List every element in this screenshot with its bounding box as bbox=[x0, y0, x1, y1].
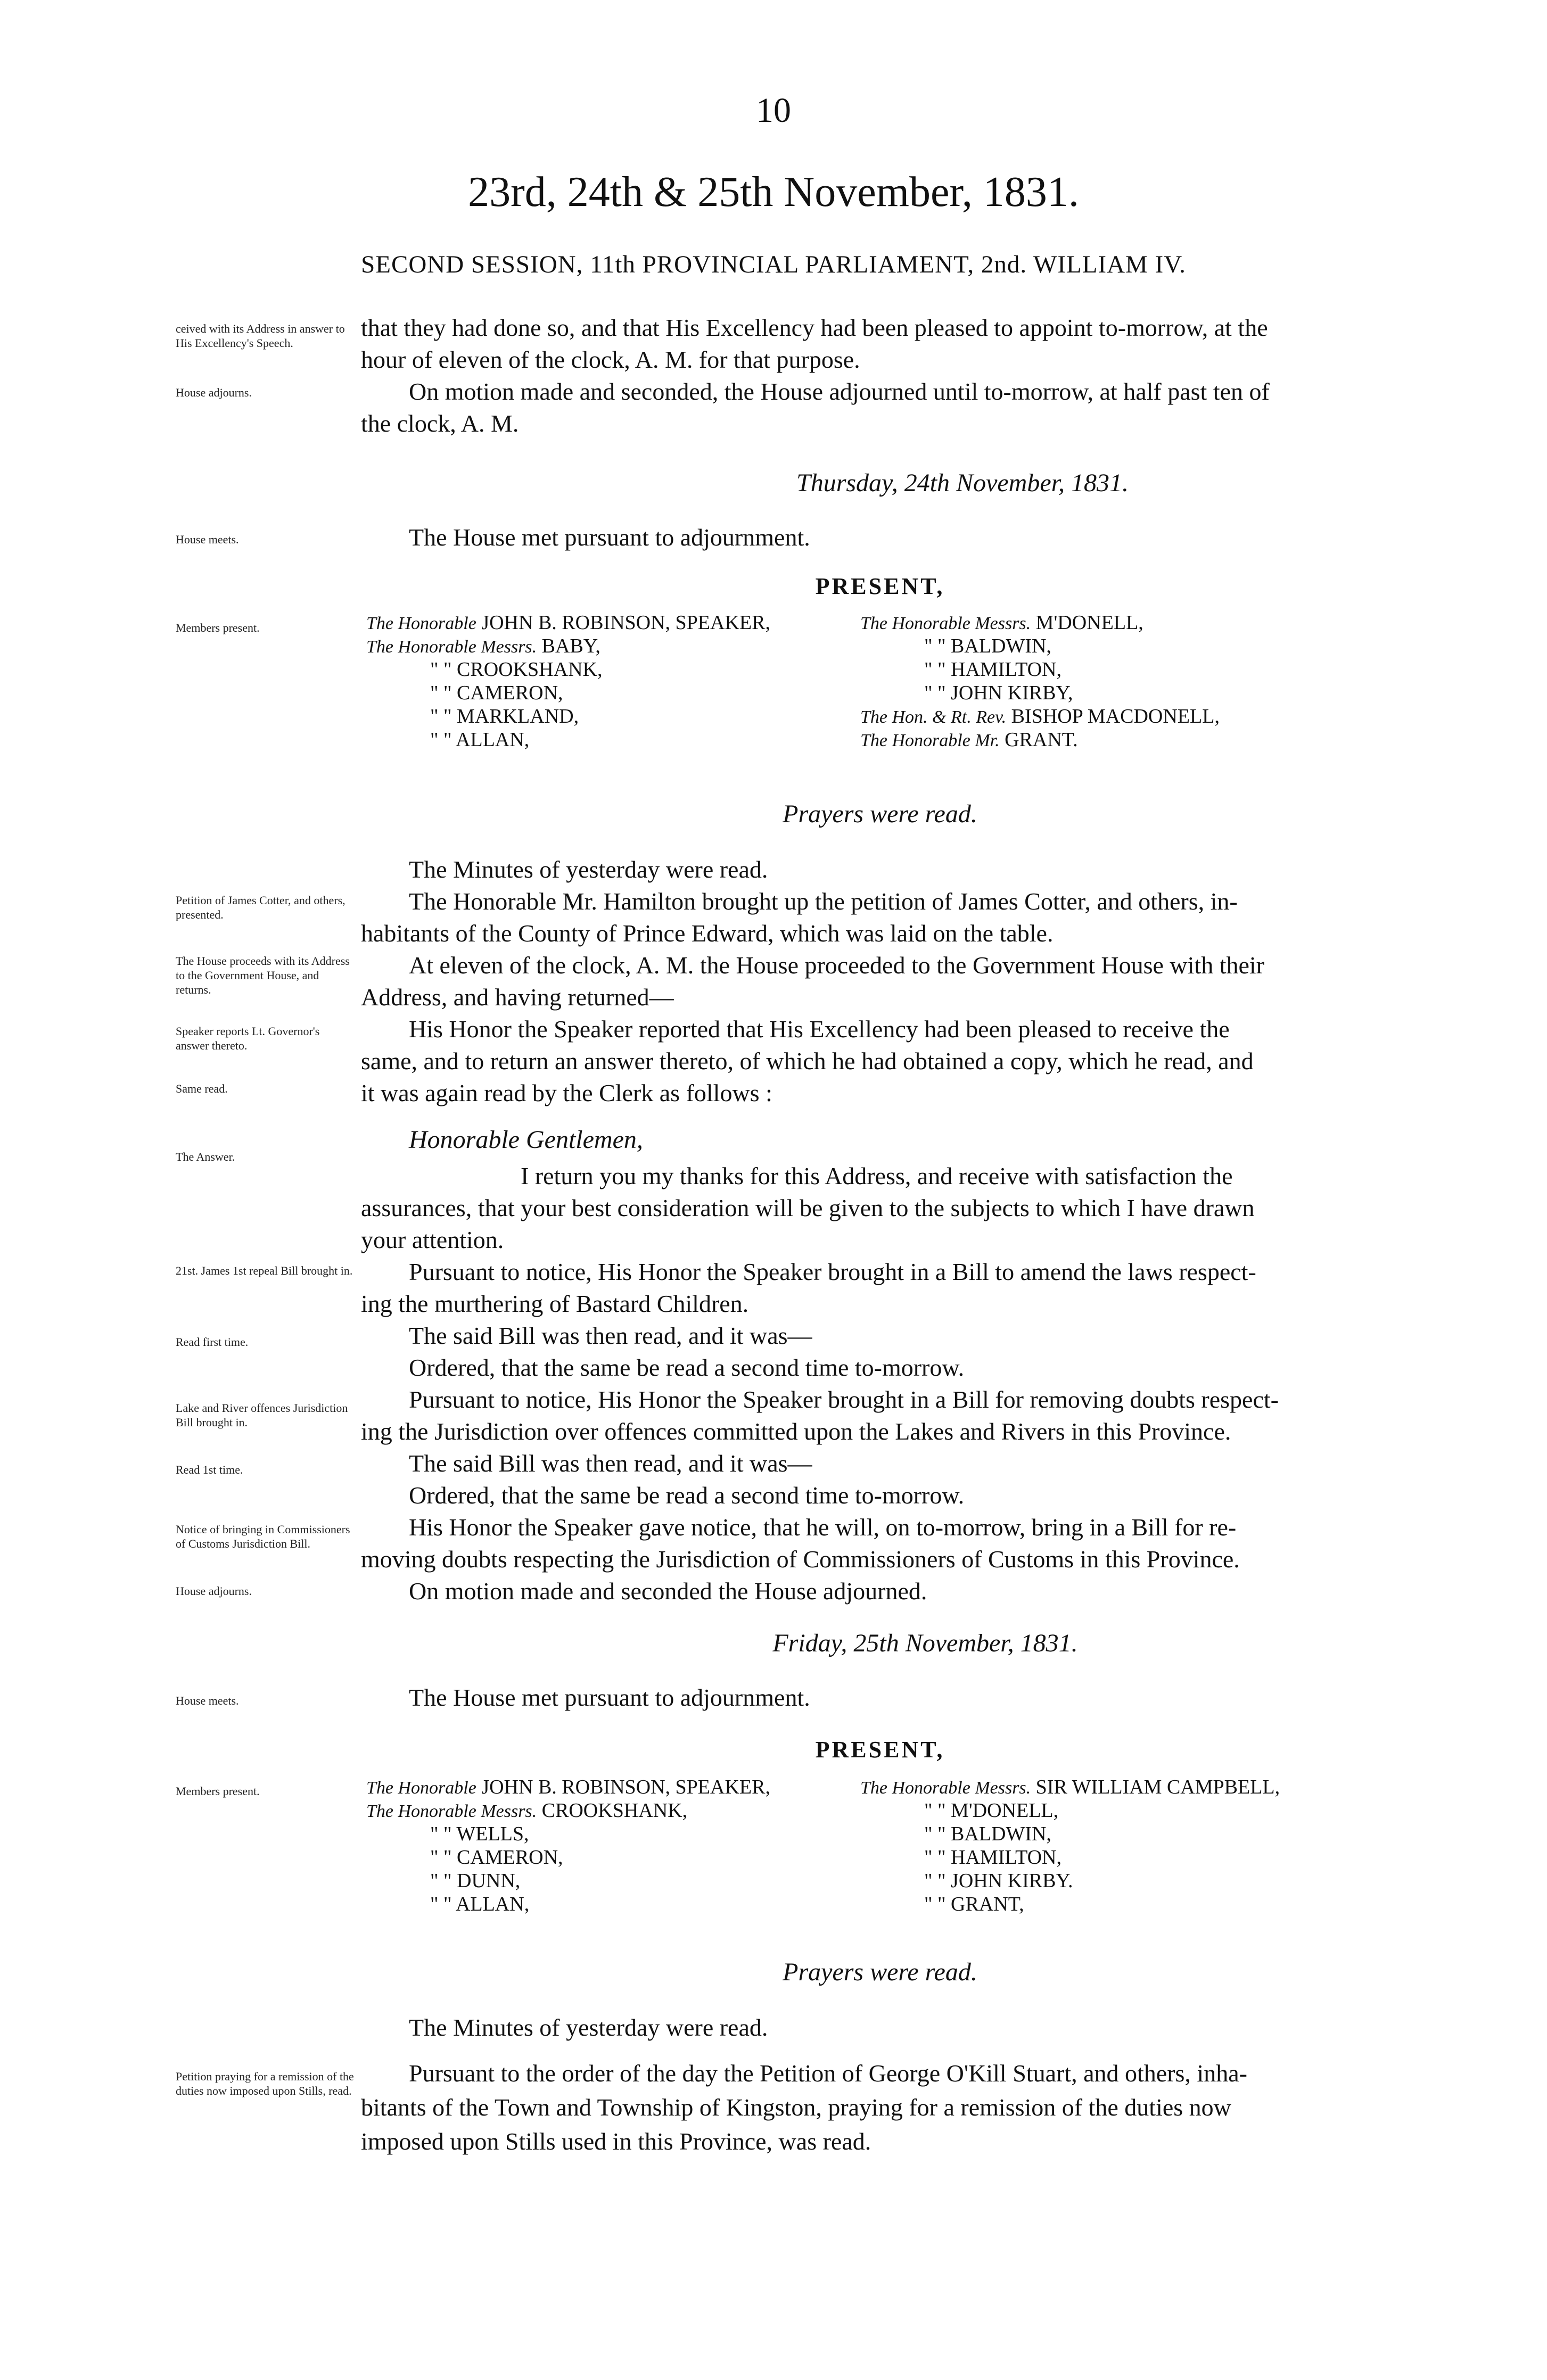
body-line: assurances, that your best consideration will be given to the subjects to which I have drawn bbox=[361, 1194, 1255, 1221]
ditto-mark: " " bbox=[924, 1846, 946, 1869]
member-name: WELLS, bbox=[456, 1823, 529, 1845]
ditto-mark: " " bbox=[430, 729, 452, 751]
margin-note: House meets. bbox=[176, 533, 239, 546]
body-line: The House met pursuant to adjournment. bbox=[409, 1684, 810, 1711]
member-name: HAMILTON, bbox=[951, 658, 1061, 681]
ditto-mark: " " bbox=[430, 682, 452, 704]
date-heading: Thursday, 24th November, 1831. bbox=[796, 469, 1129, 497]
present-heading: PRESENT, bbox=[815, 573, 945, 599]
margin-note: Petition of James Cotter, and others, presented. bbox=[176, 894, 345, 921]
member-name: M'DONELL, bbox=[1035, 611, 1143, 634]
member-name: GRANT. bbox=[1005, 729, 1078, 751]
member-prefix: The Honorable bbox=[366, 1778, 476, 1798]
member-name: CAMERON, bbox=[457, 682, 563, 704]
margin-note: Read 1st time. bbox=[176, 1463, 243, 1476]
ditto-mark: " " bbox=[430, 705, 452, 728]
body-line: The said Bill was then read, and it was— bbox=[409, 1450, 812, 1477]
body-line: Pursuant to notice, His Honor the Speaker brought in a Bill to amend the laws respect- bbox=[409, 1258, 1256, 1285]
member-prefix: The Honorable Messrs. bbox=[860, 614, 1031, 633]
margin-note: The House proceeds with its Address to the Government House, and returns. bbox=[176, 954, 350, 996]
page-number: 10 bbox=[756, 91, 791, 130]
session-heading: SECOND SESSION, 11th PROVINCIAL PARLIAMENT, 2nd. WILLIAM IV. bbox=[361, 251, 1186, 278]
body-line: same, and to return an answer thereto, of which he had obtained a copy, which he read, and bbox=[361, 1047, 1254, 1075]
body-line: At eleven of the clock, A. M. the House proceeded to the Government House with their bbox=[409, 952, 1264, 979]
member-name: JOHN B. ROBINSON, SPEAKER, bbox=[481, 1776, 770, 1798]
member-prefix: The Honorable Messrs. bbox=[860, 1778, 1031, 1798]
body-line: it was again read by the Clerk as follows : bbox=[361, 1079, 772, 1106]
ditto-mark: " " bbox=[924, 635, 946, 657]
member-name: SIR WILLIAM CAMPBELL, bbox=[1035, 1776, 1280, 1798]
body-line: I return you my thanks for this Address, and receive with satisfaction the bbox=[521, 1162, 1233, 1189]
members-right-thu bbox=[860, 611, 1382, 751]
body-line: The Minutes of yesterday were read. bbox=[409, 856, 768, 883]
ditto-mark: " " bbox=[924, 658, 946, 681]
ditto-mark: " " bbox=[924, 682, 946, 704]
member-name: ALLAN, bbox=[455, 729, 530, 751]
ditto-mark: " " bbox=[430, 1893, 452, 1915]
member-name: CROOKSHANK, bbox=[457, 658, 603, 681]
margin-note: Members present. bbox=[176, 1784, 260, 1798]
member-name: JOHN KIRBY. bbox=[951, 1870, 1073, 1892]
member-name: CROOKSHANK, bbox=[541, 1799, 688, 1822]
ditto-mark: " " bbox=[924, 1823, 946, 1845]
body-line: habitants of the County of Prince Edward, which was laid on the table. bbox=[361, 920, 1054, 947]
body-line: His Honor the Speaker gave notice, that he will, on to-morrow, bring in a Bill for re- bbox=[409, 1514, 1237, 1541]
members-right-fri bbox=[860, 1775, 1382, 1916]
member-name: DUNN, bbox=[457, 1870, 521, 1892]
body-line: The Honorable Mr. Hamilton brought up the petition of James Cotter, and others, in- bbox=[409, 888, 1238, 915]
ditto-mark: " " bbox=[924, 1893, 946, 1915]
member-name: BABY, bbox=[541, 635, 600, 657]
member-prefix: The Honorable Messrs. bbox=[366, 1801, 537, 1821]
margin-note: Same read. bbox=[176, 1082, 228, 1095]
margin-note: Speaker reports Lt. Governor's answer thereto. bbox=[176, 1024, 320, 1052]
member-name: BALDWIN, bbox=[951, 1823, 1051, 1845]
member-prefix: The Honorable Messrs. bbox=[366, 637, 537, 657]
salutation: Honorable Gentlemen, bbox=[409, 1126, 643, 1154]
margin-note: 21st. James 1st repeal Bill brought in. bbox=[176, 1264, 353, 1277]
body-line: ing the murthering of Bastard Children. bbox=[361, 1290, 749, 1317]
member-name: GRANT, bbox=[951, 1893, 1024, 1915]
body-line: imposed upon Stills used in this Province, was read. bbox=[361, 2128, 871, 2155]
member-name: HAMILTON, bbox=[951, 1846, 1061, 1869]
margin-note: Members present. bbox=[176, 621, 260, 634]
present-heading: PRESENT, bbox=[815, 1737, 945, 1763]
ditto-mark: " " bbox=[924, 1799, 946, 1822]
body-line: that they had done so, and that His Excellency had been pleased to appoint to-morrow, at the bbox=[361, 314, 1268, 341]
member-name: BISHOP MACDONELL, bbox=[1011, 705, 1220, 728]
ditto-mark: " " bbox=[430, 1870, 452, 1892]
member-name: CAMERON, bbox=[457, 1846, 563, 1869]
body-line: The House met pursuant to adjournment. bbox=[409, 524, 810, 551]
margin-note: Notice of bringing in Commissioners of Customs Jurisdiction Bill. bbox=[176, 1523, 350, 1550]
margin-note: Lake and River offences Jurisdiction Bill brought in. bbox=[176, 1401, 348, 1429]
body-line: your attention. bbox=[361, 1226, 504, 1253]
margin-note: The Answer. bbox=[176, 1150, 235, 1163]
body-line: Ordered, that the same be read a second time to-morrow. bbox=[409, 1482, 965, 1509]
body-line: On motion made and seconded the House adjourned. bbox=[409, 1577, 927, 1605]
margin-note: Petition praying for a remission of the duties now imposed upon Stills, read. bbox=[176, 2070, 354, 2097]
body-line: The said Bill was then read, and it was— bbox=[409, 1322, 812, 1349]
body-line: moving doubts respecting the Jurisdiction of Commissioners of Customs in this Province. bbox=[361, 1546, 1240, 1573]
body-line: Ordered, that the same be read a second time to-morrow. bbox=[409, 1354, 965, 1381]
body-line: bitants of the Town and Township of Kingston, praying for a remission of the duties now bbox=[361, 2094, 1231, 2121]
member-name: ALLAN, bbox=[455, 1893, 530, 1915]
member-name: M'DONELL, bbox=[951, 1799, 1059, 1822]
ditto-mark: " " bbox=[430, 1823, 452, 1845]
body-line: His Honor the Speaker reported that His Excellency had been pleased to receive the bbox=[409, 1015, 1230, 1043]
page-title: 23rd, 24th & 25th November, 1831. bbox=[468, 169, 1079, 216]
body-line: Pursuant to the order of the day the Petition of George O'Kill Stuart, and others, inha- bbox=[409, 2060, 1247, 2087]
ditto-mark: " " bbox=[924, 1870, 946, 1892]
member-name: JOHN B. ROBINSON, SPEAKER, bbox=[481, 611, 770, 634]
ditto-mark: " " bbox=[430, 658, 452, 681]
body-line: Pursuant to notice, His Honor the Speaker brought in a Bill for removing doubts respect- bbox=[409, 1386, 1279, 1413]
member-name: MARKLAND, bbox=[457, 705, 579, 728]
ditto-mark: " " bbox=[430, 1846, 452, 1869]
body-line: ing the Jurisdiction over offences committed upon the Lakes and Rivers in this Province. bbox=[361, 1418, 1231, 1445]
body-line: The Minutes of yesterday were read. bbox=[409, 2014, 768, 2041]
date-heading: Friday, 25th November, 1831. bbox=[772, 1629, 1078, 1657]
body-line: hour of eleven of the clock, A. M. for that purpose. bbox=[361, 346, 860, 373]
member-prefix: The Honorable Mr. bbox=[860, 731, 1000, 750]
margin-note: House adjourns. bbox=[176, 1584, 252, 1598]
margin-note: House adjourns. bbox=[176, 386, 252, 399]
body-line: On motion made and seconded, the House adjourned until to-morrow, at half past ten of bbox=[409, 378, 1270, 405]
margin-note: House meets. bbox=[176, 1694, 239, 1707]
member-prefix: The Hon. & Rt. Rev. bbox=[860, 707, 1007, 727]
prayers-line: Prayers were read. bbox=[783, 800, 977, 828]
members-left-thu bbox=[366, 611, 856, 751]
member-name: JOHN KIRBY, bbox=[951, 682, 1073, 704]
body-line: the clock, A. M. bbox=[361, 410, 519, 437]
body-line: Address, and having returned— bbox=[361, 984, 674, 1011]
member-prefix: The Honorable bbox=[366, 614, 476, 633]
members-left-fri bbox=[366, 1775, 856, 1916]
margin-note: ceived with its Address in answer to His Excellency's Speech. bbox=[176, 322, 345, 350]
margin-note: Read first time. bbox=[176, 1335, 249, 1349]
member-name: BALDWIN, bbox=[951, 635, 1051, 657]
prayers-line: Prayers were read. bbox=[783, 1958, 977, 1986]
